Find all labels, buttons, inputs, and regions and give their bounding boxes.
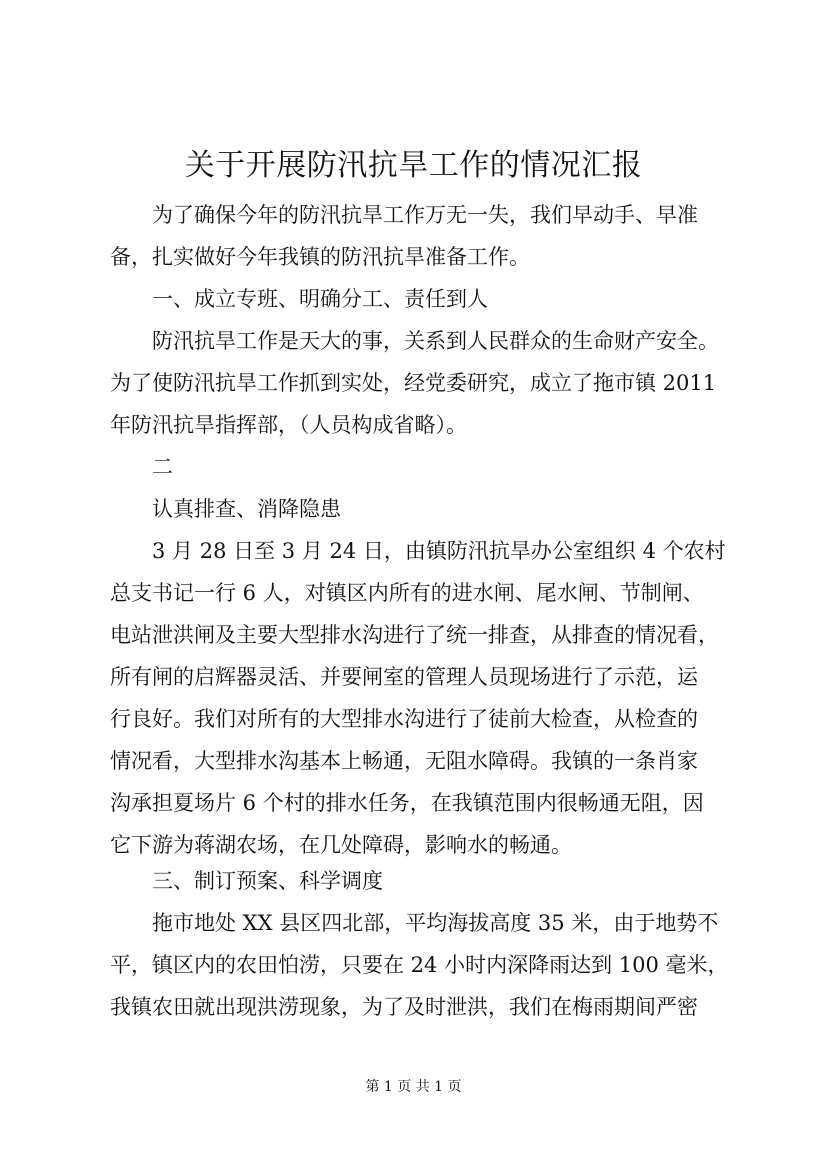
paragraph-line: 年防汛抗旱指挥部，（人员构成省略）。 — [110, 413, 467, 437]
paragraph-line: 为了使防汛抗旱工作抓到实处，经党委研究，成立了拖市镇 2011 — [110, 371, 717, 395]
paragraph-line: 平，镇区内的农田怕涝，只要在 24 小时内深降雨达到 100 毫米， — [110, 953, 729, 977]
paragraph-line: 行良好。我们对所有的大型排水沟进行了徒前大检查，从检查的 — [110, 707, 698, 731]
paragraph-line: 我镇农田就出现洪涝现象，为了及时泄洪，我们在梅雨期间严密 — [110, 995, 698, 1019]
paragraph-line: 电站泄洪闸及主要大型排水沟进行了统一排查，从排查的情况看， — [110, 623, 719, 647]
section-heading: 认真排查、消降隐患 — [152, 497, 341, 521]
section-heading: 一、成立专班、明确分工、责任到人 — [152, 287, 488, 311]
paragraph-line: 所有闸的启辉器灵活、并要闸室的管理人员现场进行了示范，运 — [110, 665, 698, 689]
document-title: 关于开展防汛抗旱工作的情况汇报 — [184, 148, 643, 183]
paragraph-line: 防汛抗旱工作是天大的事，关系到人民群众的生命财产安全。 — [152, 329, 719, 353]
paragraph-line: 它下游为蒋湖农场，在几处障碍，影响水的畅通。 — [110, 833, 572, 857]
paragraph-line: 备，扎实做好今年我镇的防汛抗旱准备工作。 — [110, 245, 530, 269]
page-footer: 第 1 页 共 1 页 — [365, 1079, 462, 1095]
section-heading: 三、制订预案、科学调度 — [152, 869, 383, 893]
paragraph-line: 沟承担夏场片 6 个村的排水任务，在我镇范围内很畅通无阻，因 — [110, 791, 704, 815]
paragraph-line: 为了确保今年的防汛抗旱工作万无一失，我们早动手、早准 — [152, 203, 698, 227]
paragraph-line: 拖市地处 XX 县区四北部，平均海拔高度 35 米，由于地势不 — [152, 911, 719, 935]
paragraph-line: 3 月 28 日至 3 月 24 日，由镇防汛抗旱办公室组织 4 个农村 — [152, 539, 726, 563]
paragraph-line: 情况看，大型排水沟基本上畅通，无阻水障碍。我镇的一条肖家 — [110, 749, 698, 773]
section-heading: 二 — [152, 455, 173, 479]
paragraph-line: 总支书记一行 6 人，对镇区内所有的进水闸、尾水闸、节制闸、 — [110, 581, 704, 605]
